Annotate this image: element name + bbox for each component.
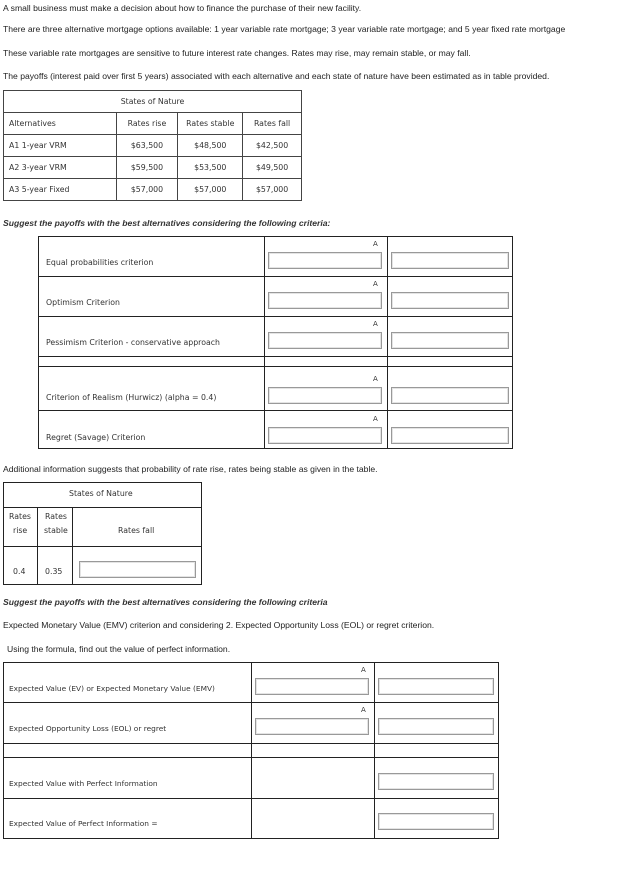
rates-rise-header-line-2: rise [13, 526, 28, 535]
column-divider [387, 236, 388, 449]
emv-line-1: Expected Monetary Value (EMV) criterion and considering 2. Expected Opportunity Loss (EOL) or regret criterion. [3, 620, 435, 630]
emv-row-label: Expected Value (EV) or Expected Monetary Value (EMV) [9, 684, 215, 693]
criterion-payoff-input[interactable] [268, 332, 382, 349]
evpi-row-label: Expected Value of Perfect Information = [9, 819, 158, 828]
intro-line-3: These variable rate mortgages are sensitive to future interest rate changes. Rates may rise, may remain stable, or may fall. [3, 48, 471, 58]
table-cell: $48,500 [178, 135, 243, 157]
criterion-label: Pessimism Criterion - conservative approach [46, 338, 220, 347]
criterion-payoff-input[interactable] [268, 252, 382, 269]
eol-row-label: Expected Opportunity Loss (EOL) or regret [9, 724, 167, 733]
emv-alternative-input[interactable] [378, 678, 494, 695]
table-cell: $49,500 [243, 157, 302, 179]
additional-info-text: Additional information suggests that probability of rate rise, rates being stable as given in the table. [3, 464, 378, 474]
row-divider [3, 798, 499, 799]
probability-rates-stable: 0.35 [45, 567, 63, 576]
a-marker: A [373, 280, 378, 288]
evwpi-row-label: Expected Value with Perfect Information [9, 779, 158, 788]
intro-line-4: The payoffs (interest paid over first 5 years) associated with each alternative and each state of nature have been estimated as in table provided. [3, 71, 550, 81]
eol-value-input[interactable] [255, 718, 369, 735]
table-row [4, 135, 302, 157]
criterion-payoff-input[interactable] [268, 292, 382, 309]
states-of-nature-header: States of Nature [4, 91, 302, 113]
row-divider [38, 356, 513, 357]
a-marker: A [373, 375, 378, 383]
a-marker: A [373, 320, 378, 328]
criterion-label: Regret (Savage) Criterion [46, 433, 146, 442]
row-divider [38, 276, 513, 277]
table-cell: $63,500 [116, 135, 178, 157]
criterion-label: Equal probabilities criterion [46, 258, 154, 267]
rates-fall-header: Rates fall [118, 526, 155, 535]
criteria-heading: Suggest the payoffs with the best alternatives considering the following criteria: [3, 218, 331, 228]
criterion-payoff-input[interactable] [268, 387, 382, 404]
table-cell: $57,000 [116, 179, 178, 201]
column-header-rates-rise: Rates rise [116, 113, 178, 135]
payoff-table [3, 90, 302, 201]
column-divider [72, 507, 73, 585]
criterion-payoff-input[interactable] [268, 427, 382, 444]
criterion-alternative-input[interactable] [391, 252, 509, 269]
evpi-value-input[interactable] [378, 813, 494, 830]
intro-line-1: A small business must make a decision about how to finance the purchase of their new facility. [3, 3, 362, 13]
row-divider [3, 546, 202, 547]
table-cell: $42,500 [243, 135, 302, 157]
table-cell: $53,500 [178, 157, 243, 179]
criterion-label: Criterion of Realism (Hurwicz) (alpha = 0.4) [46, 393, 217, 402]
column-divider [264, 236, 265, 449]
criterion-alternative-input[interactable] [391, 292, 509, 309]
row-label: A3 5-year Fixed [4, 179, 117, 201]
probability-rates-rise: 0.4 [13, 567, 26, 576]
column-header-rates-stable: Rates stable [178, 113, 243, 135]
alternatives-header: Alternatives [4, 113, 117, 135]
row-divider [38, 366, 513, 367]
emv-value-input[interactable] [255, 678, 369, 695]
evwpi-value-input[interactable] [378, 773, 494, 790]
row-divider [3, 702, 499, 703]
column-divider [37, 507, 38, 585]
column-divider [251, 662, 252, 839]
table-row [4, 179, 302, 201]
rates-stable-header-line-1: Rates [45, 512, 67, 521]
row-divider [38, 410, 513, 411]
emv-heading: Suggest the payoffs with the best alternatives considering the following criteria [3, 597, 328, 607]
table-row [4, 157, 302, 179]
a-marker: A [361, 666, 366, 674]
table-cell: $57,000 [243, 179, 302, 201]
criterion-alternative-input[interactable] [391, 332, 509, 349]
row-divider [3, 743, 499, 744]
column-divider [374, 662, 375, 839]
criterion-alternative-input[interactable] [391, 427, 509, 444]
emv-line-2: Using the formula, find out the value of perfect information. [7, 644, 231, 654]
row-label: A1 1-year VRM [4, 135, 117, 157]
a-marker: A [361, 706, 366, 714]
table-cell: $59,500 [116, 157, 178, 179]
rates-rise-header-line-1: Rates [9, 512, 31, 521]
probability-states-header: States of Nature [69, 489, 133, 498]
table-cell: $57,000 [178, 179, 243, 201]
row-divider [3, 507, 202, 508]
rates-stable-header-line-2: stable [44, 526, 68, 535]
a-marker: A [373, 240, 378, 248]
eol-alternative-input[interactable] [378, 718, 494, 735]
intro-line-2: There are three alternative mortgage options available: 1 year variable rate mortgage; 3 year variable rate mortgage; and 5 year fixed rate mortgage [3, 24, 566, 34]
a-marker: A [373, 415, 378, 423]
criterion-alternative-input[interactable] [391, 387, 509, 404]
row-label: A2 3-year VRM [4, 157, 117, 179]
column-header-rates-fall: Rates fall [243, 113, 302, 135]
row-divider [38, 316, 513, 317]
probability-rates-fall-input[interactable] [79, 561, 196, 578]
row-divider [3, 757, 499, 758]
criterion-label: Optimism Criterion [46, 298, 120, 307]
